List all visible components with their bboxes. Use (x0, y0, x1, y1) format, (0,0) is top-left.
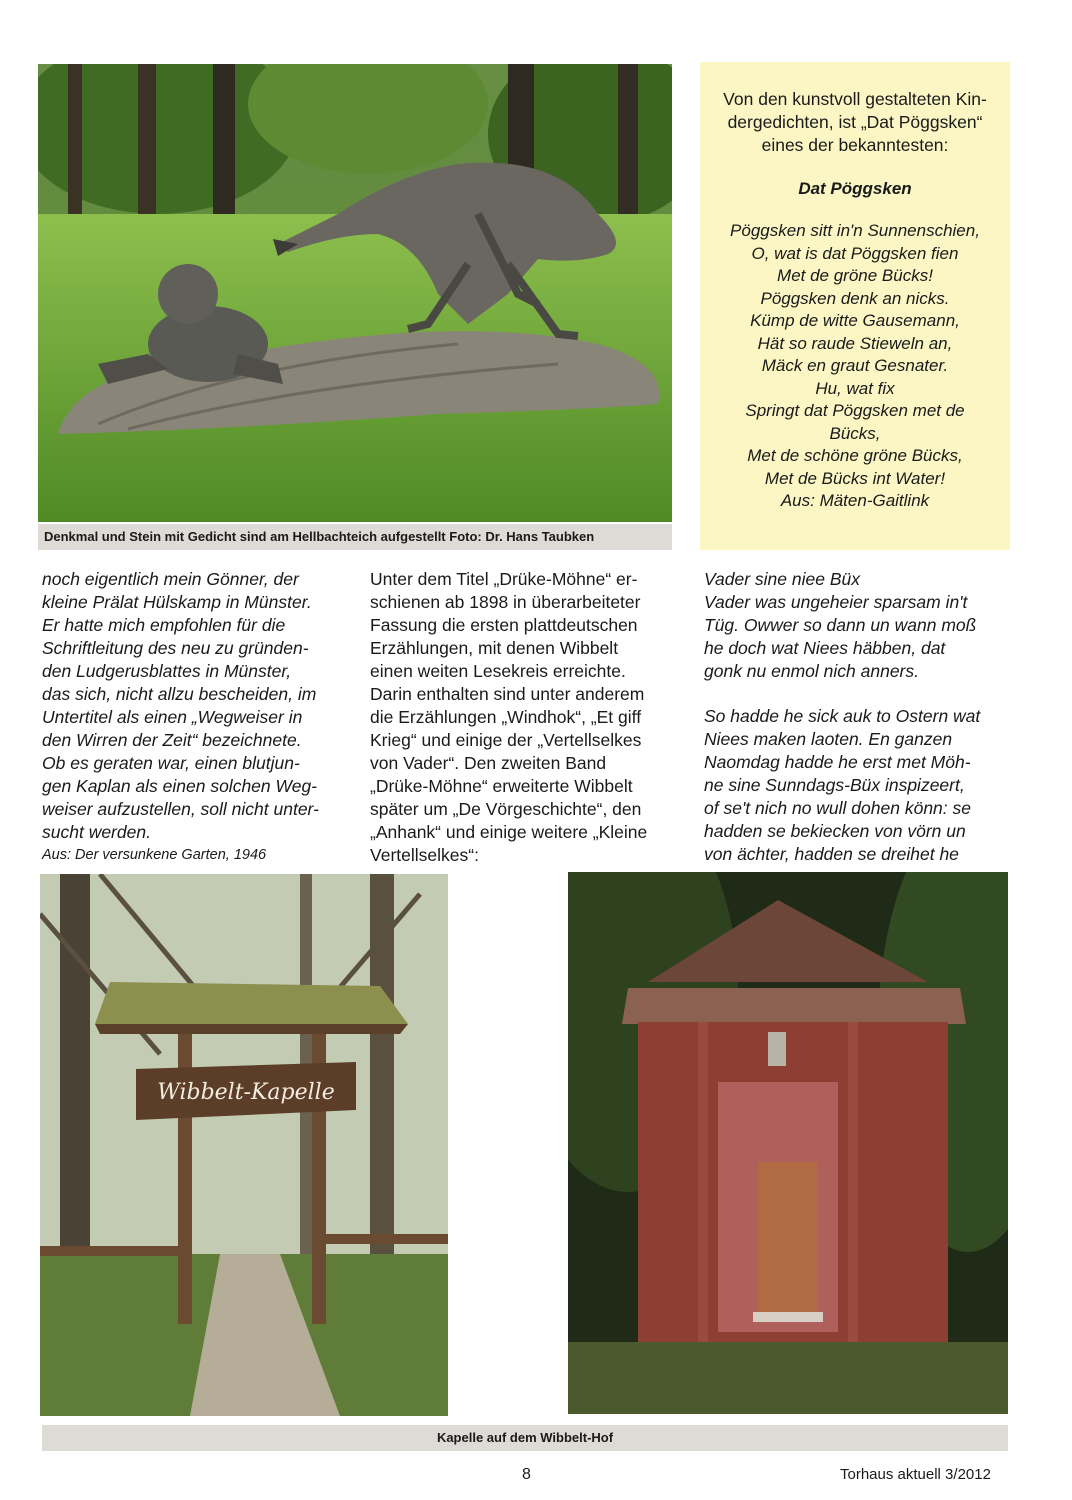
text-line: Naomdag hadde he erst met Möh- (704, 752, 971, 772)
poem-line: Hu, wat fix (815, 378, 895, 398)
text-line: ne sine Sunndags-Büx inspizeert, (704, 775, 965, 795)
poem-body (700, 220, 1010, 513)
poem-line: Mäck en graut Gesnater. (761, 356, 949, 375)
text-line: Tüg. Owwer so dann un wann moß (704, 615, 977, 635)
text-line: „Drüke-Möhne“ erweiterte Wibbelt (370, 776, 633, 796)
text-line: Erzählungen, mit denen Wibbelt (370, 638, 619, 658)
text-line: So hadde he sick auk to Ostern wat (704, 706, 981, 726)
poem-intro-line: dergedichten, ist „Dat Pöggsken“ (727, 112, 983, 132)
text-line: den Ludgerusblattes in Münster, (42, 661, 292, 681)
chapel-photo (568, 872, 1008, 1414)
poem-line: Met de schöne gröne Bücks, (747, 446, 963, 465)
poem-intro-line: eines der bekanntesten: (761, 135, 949, 155)
text-line: von ächter, hadden se dreihet he (704, 844, 959, 864)
top-photo-caption: Denkmal und Stein mit Gedicht sind am Hellbachteich aufgestellt Foto: Dr. Hans Taubken (38, 524, 672, 550)
column-3-text (704, 568, 1010, 866)
poem-line: Kümp de witte Gausemann, (750, 311, 960, 330)
poem-intro (700, 88, 1010, 157)
text-line: Fassung die ersten plattdeutschen (370, 615, 638, 635)
text-line: he doch wat Niees häbben, dat (704, 638, 946, 658)
text-line: weiser aufzustellen, soll nicht unter- (42, 799, 319, 819)
story-heading: Vader sine niee Büx (704, 569, 860, 589)
poem-line: Pöggsken denk an nicks. (760, 288, 950, 308)
text-line: hadden se bekiecken von vörn un (704, 821, 966, 841)
column-1-text (42, 568, 348, 867)
text-line: Schriftleitung des neu zu gründen- (42, 638, 309, 658)
sculpture-photo (38, 64, 672, 522)
text-line: Ob es geraten war, einen blutjun- (42, 753, 300, 773)
chapel-photo-image (568, 872, 1008, 1414)
text-line: das sich, nicht allzu bescheiden, im (42, 684, 317, 704)
poem-line: Springt dat Pöggsken met de (745, 401, 965, 420)
text-line: sucht werden. (42, 822, 151, 842)
poem-line: O, wat is dat Pöggsken fien (751, 243, 959, 263)
text-line: Er hatte mich empfohlen für die (42, 615, 286, 635)
issue-label: Torhaus aktuell 3/2012 (840, 1466, 991, 1483)
poem-intro-line: Von den kunstvoll gestalteten Kin- (723, 89, 987, 109)
text-line: Untertitel als einen „Wegweiser in (42, 707, 303, 727)
text-line: Vader was ungeheier sparsam in't (704, 592, 968, 612)
poem-line: Bücks, (829, 423, 881, 443)
text-line: Niees maken laoten. En ganzen (704, 729, 953, 749)
poem-box (700, 62, 1010, 550)
text-line: Unter dem Titel „Drüke-Möhne“ er- (370, 569, 638, 589)
text-line: gonk nu enmol nich anners. (704, 661, 919, 681)
gate-photo (40, 874, 448, 1416)
text-line: kleine Prälat Hülskamp in Münster. (42, 592, 312, 612)
text-line: einen weiten Lesekreis erreichte. (370, 661, 626, 681)
source-citation: Aus: Der versunkene Garten, 1946 (42, 847, 267, 863)
paragraph-gap (704, 683, 1010, 705)
text-line: Darin enthalten sind unter anderem (370, 684, 645, 704)
text-line: of se't nich no wull dohen könn: se (704, 798, 971, 818)
text-line: Krieg“ und einige der „Vertellselkes (370, 730, 642, 750)
gate-photo-image (40, 874, 448, 1416)
poem-line: Pöggsken sitt in'n Sunnenschien, (730, 221, 980, 240)
text-line: den Wirren der Zeit“ bezeichnete. (42, 730, 302, 750)
text-line: von Vader“. Den zweiten Band (370, 753, 607, 773)
text-line: schienen ab 1898 in überarbeiteter (370, 592, 641, 612)
poem-source: Aus: Mäten-Gaitlink (780, 491, 930, 510)
poem-line: Met de Bücks int Water! (764, 468, 946, 488)
page-number: 8 (522, 1466, 531, 1483)
column-2-text (370, 568, 676, 867)
text-line: später um „De Vörgeschichte“, den (370, 799, 642, 819)
text-line: noch eigentlich mein Gönner, der (42, 569, 299, 589)
poem-line: Hät so raude Stieweln an, (757, 333, 953, 353)
text-line: gen Kaplan als einen solchen Weg- (42, 776, 318, 796)
gate-sign-text: Wibbelt-Kapelle (157, 1080, 335, 1105)
text-line: „Anhank“ und einige weitere „Kleine (370, 822, 648, 842)
sculpture-photo-image (38, 64, 672, 522)
bottom-photo-caption: Kapelle auf dem Wibbelt-Hof (42, 1425, 1008, 1451)
text-line: die Erzählungen „Windhok“, „Et giff (370, 707, 642, 727)
poem-line: Met de gröne Bücks! (777, 266, 933, 285)
poem-title: Dat Pöggsken (798, 179, 912, 198)
text-line: Vertellselkes“: (370, 845, 479, 865)
